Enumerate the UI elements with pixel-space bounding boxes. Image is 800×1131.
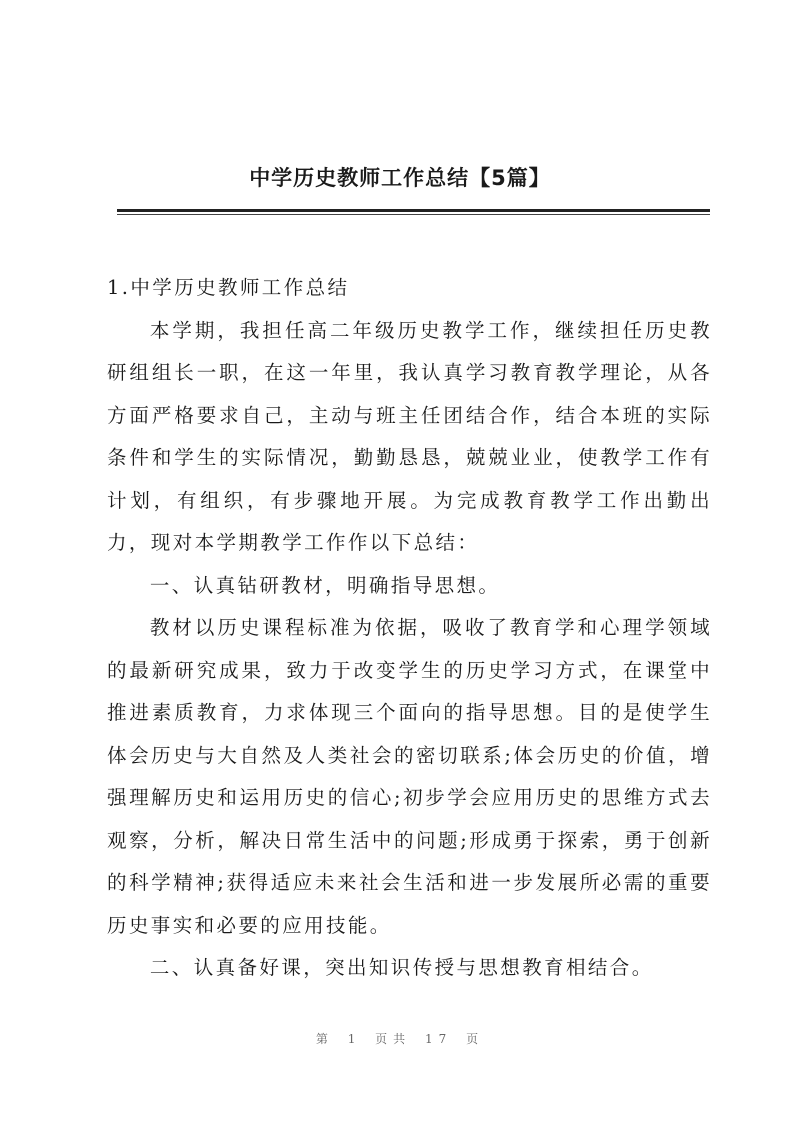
subheading-two: 二、认真备好课，突出知识传授与思想教育相结合。 bbox=[149, 956, 654, 979]
paragraph-intro: 本学期，我担任高二年级历史教学工作，继续担任历史教研组组长一职，在这一年里，我认真学习教育教学理论，从各方面严格要求自己，主动与班主任团结合作，结合本班的实际条件和学生的实际情况，勤勤恳恳，兢兢业业，使教学工作有计划，有组织，有步骤地开展。为完成教育教学工作出勤出力，现对本学期教学工作作以下总结： bbox=[107, 318, 712, 554]
section-heading: 1.中学历史教师工作总结 bbox=[107, 276, 350, 299]
page-number-footer: 第 1 页共 17 页 bbox=[315, 1032, 485, 1046]
title-divider-thin bbox=[117, 214, 710, 215]
document-body bbox=[107, 267, 712, 990]
document-title: 中学历史教师工作总结【5篇】 bbox=[249, 166, 551, 190]
title-divider bbox=[117, 209, 710, 212]
paragraph-textbook: 教材以历史课程标准为依据，吸收了教育学和心理学领域的最新研究成果，致力于改变学生的历史学习方式，在课堂中推进素质教育，力求体现三个面向的指导思想。目的是使学生体会历史与大自然及人类社会的密切联系;体会历史的价值，增强理解历史和运用历史的信心;初步学会应用历史的思维方式去观察，分析，解决日常生活中的问题;形成勇于探索，勇于创新的科学精神;获得适应未来社会生活和进一步发展所必需的重要历史事实和必要的应用技能。 bbox=[107, 616, 712, 937]
subheading-one: 一、认真钻研教材，明确指导思想。 bbox=[149, 573, 501, 597]
